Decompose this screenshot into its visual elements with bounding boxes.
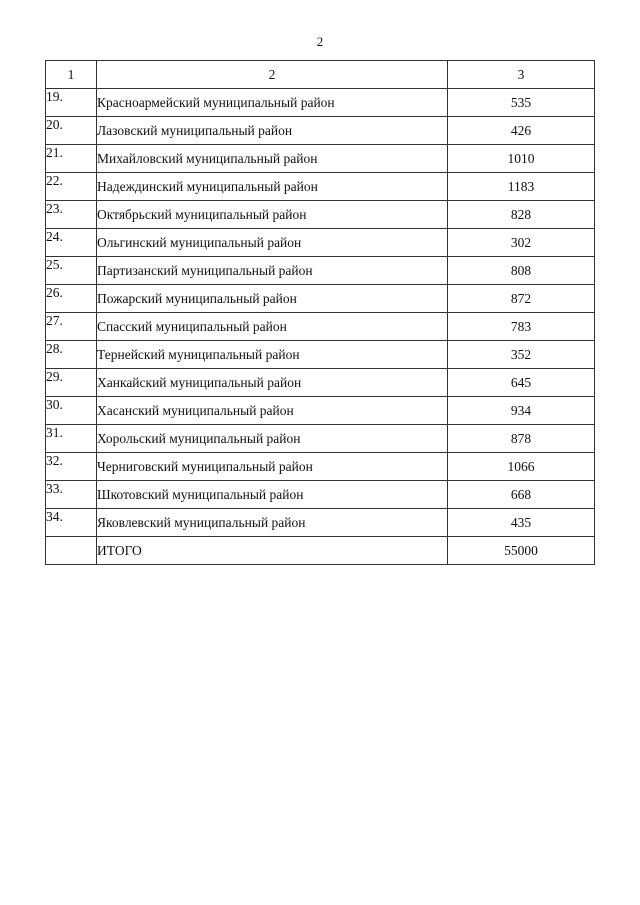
table-row <box>46 145 595 173</box>
value-cell: 783 <box>448 313 595 341</box>
row-number-cell <box>46 537 97 565</box>
table-row <box>46 341 595 369</box>
row-number-cell: 29. <box>46 369 97 397</box>
row-number-cell: 24. <box>46 229 97 257</box>
district-name-cell: Ханкайский муниципальный район <box>97 369 448 397</box>
table-row <box>46 229 595 257</box>
value-cell: 808 <box>448 257 595 285</box>
district-name-cell: Октябрьский муниципальный район <box>97 201 448 229</box>
page-number: 2 <box>316 34 324 49</box>
district-name-cell: Хасанский муниципальный район <box>97 397 448 425</box>
district-name-cell: Пожарский муниципальный район <box>97 285 448 313</box>
row-number-cell: 21. <box>46 145 97 173</box>
district-name-cell: Ольгинский муниципальный район <box>97 229 448 257</box>
table-row <box>46 481 595 509</box>
row-number-cell: 25. <box>46 257 97 285</box>
district-name-cell: Надеждинский муниципальный район <box>97 173 448 201</box>
district-name-cell: Лазовский муниципальный район <box>97 117 448 145</box>
district-name-cell: Черниговский муниципальный район <box>97 453 448 481</box>
column-header-1: 1 <box>46 61 97 89</box>
column-header-2: 2 <box>97 61 448 89</box>
allocation-table <box>45 60 595 565</box>
value-cell: 535 <box>448 89 595 117</box>
row-number-cell: 33. <box>46 481 97 509</box>
table-row <box>46 453 595 481</box>
district-name-cell: Красноармейский муниципальный район <box>97 89 448 117</box>
row-number-cell: 22. <box>46 173 97 201</box>
table-row <box>46 89 595 117</box>
district-name-cell: Спасский муниципальный район <box>97 313 448 341</box>
table-row <box>46 201 595 229</box>
row-number-cell: 32. <box>46 453 97 481</box>
row-number-cell: 27. <box>46 313 97 341</box>
table-row <box>46 313 595 341</box>
value-cell: 352 <box>448 341 595 369</box>
value-cell: 828 <box>448 201 595 229</box>
table-row <box>46 285 595 313</box>
value-cell: 1066 <box>448 453 595 481</box>
district-name-cell: Партизанский муниципальный район <box>97 257 448 285</box>
table-header-row <box>46 61 595 89</box>
table-row <box>46 509 595 537</box>
row-number-cell: 26. <box>46 285 97 313</box>
value-cell: 668 <box>448 481 595 509</box>
table-row <box>46 397 595 425</box>
district-name-cell: Яковлевский муниципальный район <box>97 509 448 537</box>
value-cell: 645 <box>448 369 595 397</box>
row-number-cell: 31. <box>46 425 97 453</box>
table-row <box>46 173 595 201</box>
value-cell: 934 <box>448 397 595 425</box>
value-cell: 435 <box>448 509 595 537</box>
district-name-cell: Хорольский муниципальный район <box>97 425 448 453</box>
table-row <box>46 425 595 453</box>
row-number-cell: 28. <box>46 341 97 369</box>
row-number-cell: 30. <box>46 397 97 425</box>
row-number-cell: 19. <box>46 89 97 117</box>
value-cell: 878 <box>448 425 595 453</box>
table-row <box>46 257 595 285</box>
row-number-cell: 20. <box>46 117 97 145</box>
total-row <box>46 537 595 565</box>
value-cell: 302 <box>448 229 595 257</box>
value-cell: 1183 <box>448 173 595 201</box>
district-name-cell: Тернейский муниципальный район <box>97 341 448 369</box>
column-header-3: 3 <box>448 61 595 89</box>
district-name-cell: Михайловский муниципальный район <box>97 145 448 173</box>
value-cell: 1010 <box>448 145 595 173</box>
value-cell: 426 <box>448 117 595 145</box>
table-row <box>46 369 595 397</box>
table-row <box>46 117 595 145</box>
district-name-cell: ИТОГО <box>97 537 448 565</box>
table-body <box>46 89 595 565</box>
value-cell: 872 <box>448 285 595 313</box>
district-name-cell: Шкотовский муниципальный район <box>97 481 448 509</box>
row-number-cell: 34. <box>46 509 97 537</box>
value-cell: 55000 <box>448 537 595 565</box>
row-number-cell: 23. <box>46 201 97 229</box>
